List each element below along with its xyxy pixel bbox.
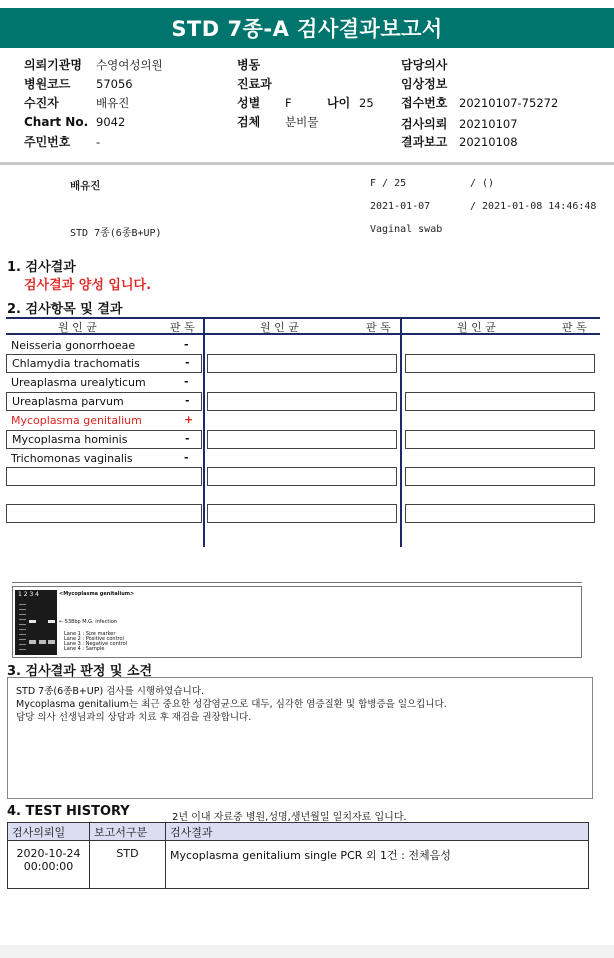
history-result: Mycoplasma genitalium single PCR 외 1건 : 전체음성 (166, 841, 589, 889)
history-col-type: 보고서구분 (90, 823, 166, 841)
result-row-box (6, 430, 202, 449)
specimen-label: 검체 (237, 115, 261, 129)
specimen-row (237, 113, 318, 130)
result-row-positive (6, 412, 202, 429)
patient-value: 배유진 (96, 96, 130, 110)
request-value: 20210107 (459, 117, 518, 131)
organism-result: - (185, 356, 190, 369)
empty-result-box (207, 430, 397, 449)
result-row-box (6, 354, 202, 373)
primer-band (29, 640, 36, 644)
organism-name: Ureaplasma parvum (12, 395, 124, 408)
size-marker-lane (19, 600, 26, 650)
organism-result: + (184, 413, 194, 426)
opinion-line-3: 담당 의사 선생님과의 상담과 치료 후 재검을 권장합니다. (16, 712, 252, 723)
ward-row (237, 56, 260, 73)
request-label: 검사의뢰 (401, 117, 448, 131)
empty-result-box (405, 467, 595, 486)
clinical-label: 임상정보 (401, 77, 448, 91)
history-col-result: 검사결과 (166, 823, 589, 841)
resident-row (24, 133, 100, 150)
dept-label: 진료과 (237, 77, 272, 91)
result-row-box (6, 392, 202, 411)
hospital-label: 의뢰기관명 (24, 58, 82, 72)
sub-slash-paren: / () (470, 178, 495, 189)
report-row (401, 133, 518, 150)
empty-result-box (405, 392, 595, 411)
sub-sex-age: F / 25 (370, 178, 407, 189)
table-divider-1 (203, 317, 205, 547)
result-row (7, 355, 201, 372)
section1-heading: 1. 검사결과 (7, 260, 76, 275)
hospital-value: 수영여성의원 (96, 58, 163, 72)
opinion-box (7, 677, 593, 799)
primer-band (48, 640, 55, 644)
gel-lane-numbers: 1 2 3 4 (18, 591, 39, 598)
organism-name: Ureaplasma urealyticum (11, 376, 146, 389)
result-row (6, 374, 202, 391)
empty-result-box (207, 392, 397, 411)
clinical-row (401, 75, 447, 92)
gel-top-line (12, 582, 582, 583)
request-row (401, 115, 518, 132)
history-row (8, 841, 589, 889)
gel-title: <Mycoplasma genitalium> (59, 591, 135, 597)
positive-result-text: 검사결과 양성 입니다. (24, 278, 152, 293)
receipt-value: 20210107-75272 (459, 96, 559, 110)
sub-date-request: 2021-01-07 (370, 201, 431, 212)
empty-result-box (405, 354, 595, 373)
section2-heading: 2. 검사항목 및 결과 (7, 302, 123, 317)
code-row (24, 75, 133, 92)
organism-result: - (184, 451, 189, 464)
history-date: 2020-10-24 (16, 847, 81, 860)
resident-value: - (96, 135, 101, 149)
gel-legend-2: Lane 2 : Positive control (64, 636, 124, 642)
ward-label: 병동 (237, 58, 261, 72)
report-title: STD 7종-A 검사결과보고서 (0, 8, 614, 48)
col2-org-header: 원 인 균 (260, 321, 299, 334)
doctor-row (401, 56, 447, 73)
organism-name: Neisseria gonorrhoeae (11, 339, 136, 352)
sub-date-report: / 2021-01-08 14:46:48 (470, 201, 597, 212)
resident-label: 주민번호 (24, 135, 71, 149)
primer-band (39, 640, 46, 644)
section3-heading: 3. 검사결과 판정 및 소견 (7, 664, 153, 679)
gel-image-panel (12, 582, 582, 660)
history-col-date: 검사의뢰일 (8, 823, 90, 841)
result-row (6, 337, 202, 354)
section4-heading: 4. TEST HISTORY (7, 804, 130, 819)
age-value: 25 (359, 96, 374, 110)
history-header-row (8, 823, 589, 841)
patient-label: 수진자 (24, 96, 59, 110)
empty-result-box (405, 504, 595, 523)
gel-legend-4: Lane 4 : Sample (64, 646, 105, 652)
specimen-value: 분비물 (285, 115, 319, 129)
col2-res-header: 판 독 (366, 321, 391, 334)
empty-result-box (405, 430, 595, 449)
organism-name: Mycoplasma genitalium (11, 414, 142, 427)
empty-result-box (6, 467, 202, 486)
organism-result: - (184, 338, 189, 351)
chart-row (24, 115, 125, 129)
report-value: 20210108 (459, 135, 518, 149)
col1-org-header: 원 인 균 (58, 321, 97, 334)
code-value: 57056 (96, 77, 133, 91)
hospital-row (24, 56, 163, 73)
sex-label: 성별 (237, 96, 261, 110)
dept-row (237, 75, 272, 92)
empty-result-box (6, 504, 202, 523)
organism-name: Trichomonas vaginalis (11, 452, 133, 465)
sex-value: F (285, 96, 292, 110)
result-row (7, 431, 201, 448)
result-row (6, 450, 202, 467)
sample-band (48, 620, 55, 623)
result-row (7, 393, 201, 410)
history-type: STD (90, 841, 166, 889)
organism-result: - (185, 432, 190, 445)
table-divider-2 (400, 317, 402, 547)
report-label: 결과보고 (401, 135, 448, 149)
code-label: 병원코드 (24, 77, 71, 91)
history-note: 2년 이내 자료중 병원,성명,생년월일 일치자료 입니다. (172, 812, 407, 823)
positive-control-band (29, 620, 36, 623)
history-date-cell (8, 841, 90, 889)
sub-sample: Vaginal swab (370, 224, 443, 235)
empty-result-box (207, 354, 397, 373)
gel-legend-1: Lane 1 : Size marker (64, 631, 116, 637)
gel-legend-3: Lane 3 : Negative control (64, 641, 128, 647)
organism-result: - (185, 394, 190, 407)
sub-patient-name: 배유진 (70, 180, 101, 192)
chart-label: Chart No. (24, 115, 89, 129)
sex-row (237, 94, 374, 111)
col3-res-header: 판 독 (562, 321, 587, 334)
empty-result-box (207, 467, 397, 486)
history-time: 00:00:00 (23, 860, 74, 873)
history-table (7, 822, 589, 889)
col1-res-header: 판 독 (170, 321, 195, 334)
organism-name: Mycoplasma hominis (12, 433, 128, 446)
header-separator (0, 162, 614, 165)
organism-result: - (184, 375, 189, 388)
doctor-label: 담당의사 (401, 58, 448, 72)
col3-org-header: 원 인 균 (457, 321, 496, 334)
organism-name: Chlamydia trachomatis (12, 357, 140, 370)
receipt-label: 접수번호 (401, 96, 448, 110)
age-label: 나이 (327, 96, 351, 110)
patient-row (24, 94, 129, 111)
chart-value: 9042 (96, 115, 126, 129)
opinion-line-2: Mycoplasma genitalium는 최근 중요한 성감염균으로 대두, 심각한 염증질환 및 합병증을 일으킵니다. (16, 699, 447, 710)
receipt-row (401, 94, 558, 111)
gel-electrophoresis-image (15, 590, 57, 655)
opinion-line-1: STD 7종(6종B+UP) 검사를 시행하였습니다. (16, 686, 205, 697)
empty-result-box (207, 504, 397, 523)
sub-test-name: STD 7종(6종B+UP) (70, 228, 162, 239)
gel-band-label: ← 538bp M.G. infection (59, 619, 117, 625)
